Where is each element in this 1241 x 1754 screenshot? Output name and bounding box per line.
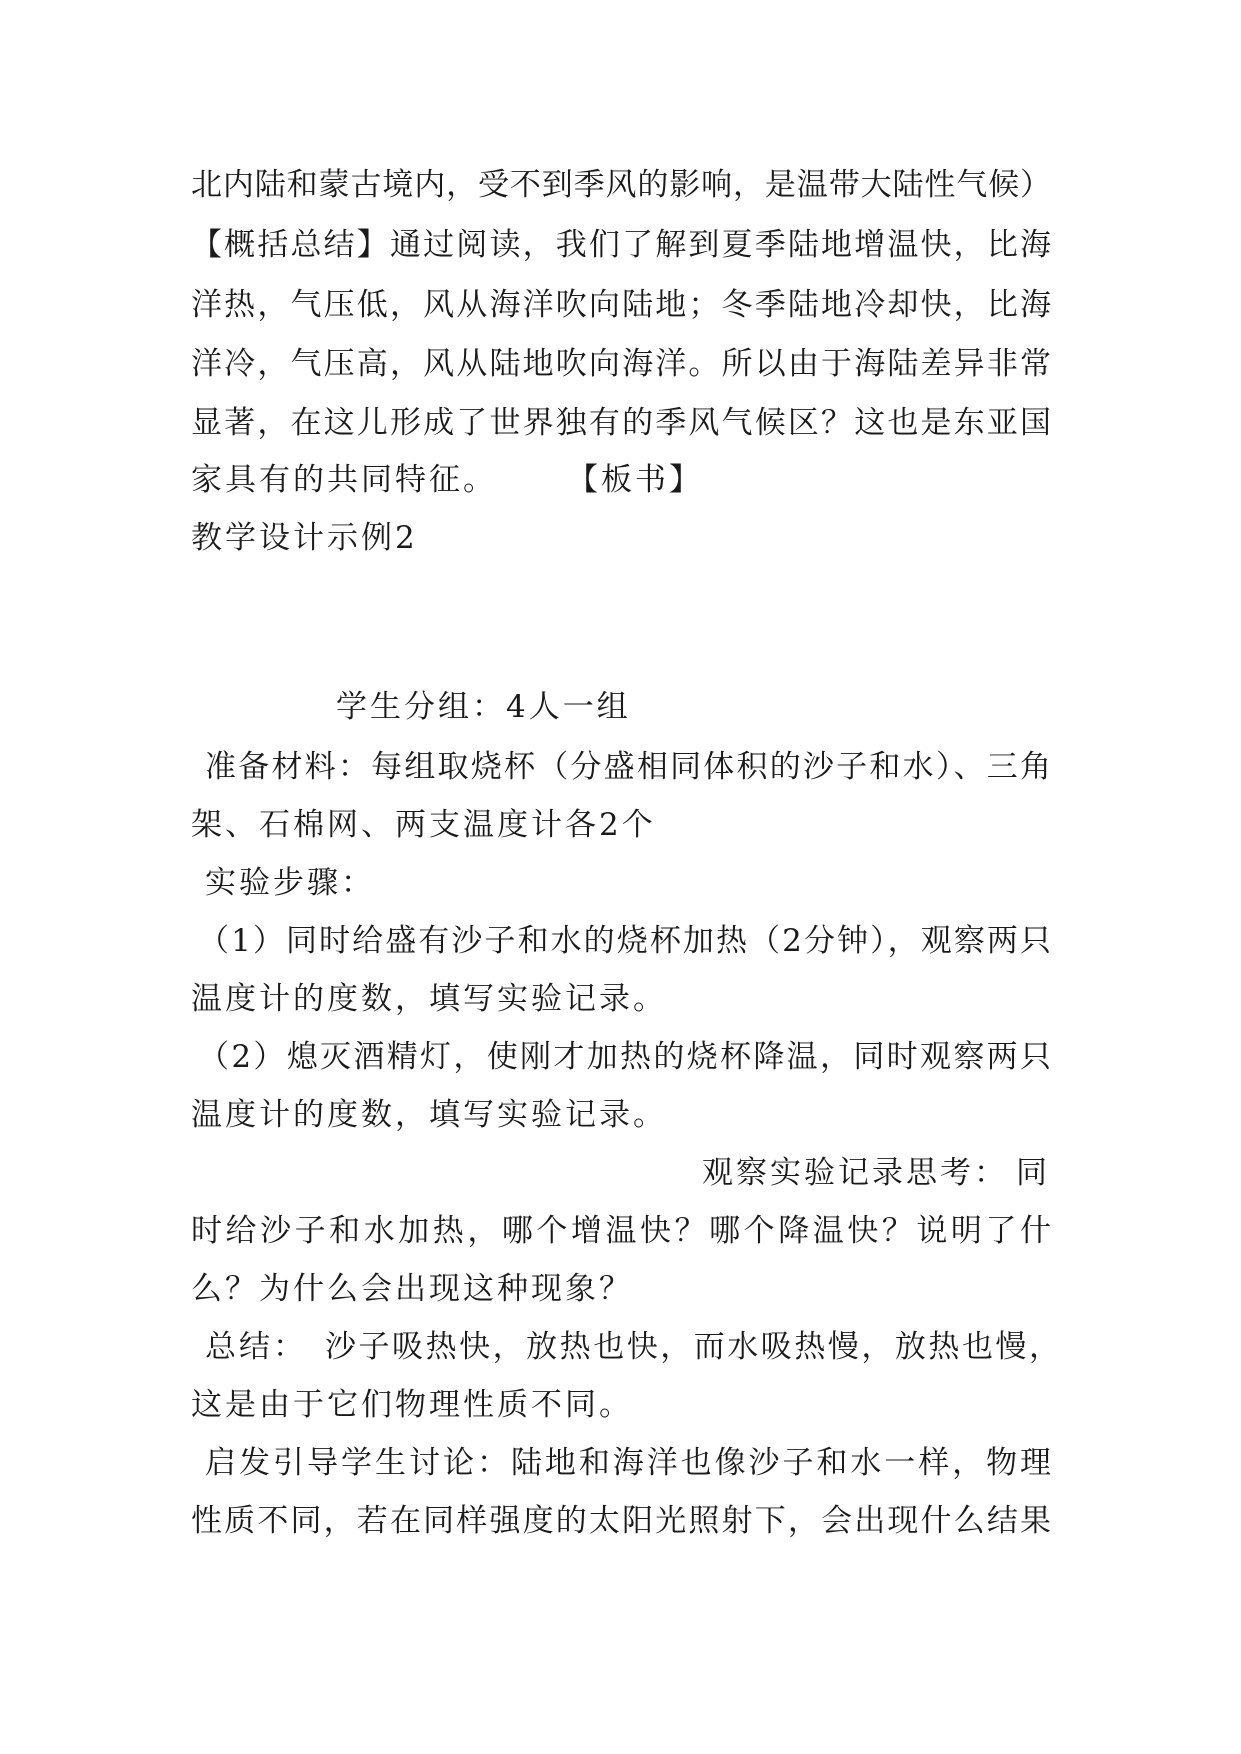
- text-line: 北内陆和蒙古境内，受不到季风的影响，是温带大陆性气候）: [191, 167, 1051, 203]
- text-line: （1）同时给盛有沙子和水的烧杯加热（2分钟），观察两只: [198, 923, 1051, 959]
- text-line: 观察实验记录思考：: [702, 1155, 1008, 1191]
- text-line: 么？为什么会出现这种现象？: [191, 1271, 633, 1307]
- text-line: 陆地和海洋也像沙子和水一样，物理: [511, 1445, 1051, 1481]
- board-label: 【板书】: [567, 462, 703, 498]
- text-line: 实验步骤：: [205, 865, 375, 901]
- text-line: 沙子吸热快，放热也快，而水吸热慢，放热也慢，: [325, 1329, 1060, 1365]
- text-line: 准备材料：每组取烧杯（分盛相同体积的沙子和水）、三角: [205, 749, 1051, 785]
- text-line: 洋热，气压低，风从海洋吹向陆地；冬季陆地冷却快，比海: [191, 287, 1051, 323]
- text-line: 启发引导学生讨论：: [205, 1445, 511, 1481]
- text-line: 架、石棉网、两支温度计各2个: [191, 807, 656, 843]
- text-line: [191, 459, 1051, 501]
- text-line: 温度计的度数，填写实验记录。: [191, 1097, 667, 1133]
- text-line: 学生分组：4人一组: [336, 689, 631, 725]
- section-heading: 教学设计示例2: [191, 520, 418, 556]
- text-line: 【概括总结】通过阅读，我们了解到夏季陆地增温快，比海: [191, 227, 1051, 263]
- closing-sentence: 家具有的共同特征。: [191, 462, 497, 498]
- text-line: 时给沙子和水加热，哪个增温快？哪个降温快？说明了什: [191, 1213, 1051, 1249]
- text-line: 同: [1016, 1155, 1050, 1191]
- text-line: 这是由于它们物理性质不同。: [191, 1387, 633, 1423]
- text-line: 性质不同，若在同样强度的太阳光照射下，会出现什么结果: [191, 1503, 1051, 1539]
- text-line: 温度计的度数，填写实验记录。: [191, 981, 667, 1017]
- text-line: 洋冷，气压高，风从陆地吹向海洋。所以由于海陆差异非常: [191, 346, 1051, 382]
- text-line: 显著，在这儿形成了世界独有的季风气候区？这也是东亚国: [191, 405, 1051, 441]
- text-line: 总结：: [205, 1329, 307, 1365]
- text-line: （2）熄灭酒精灯，使刚才加热的烧杯降温，同时观察两只: [198, 1039, 1051, 1075]
